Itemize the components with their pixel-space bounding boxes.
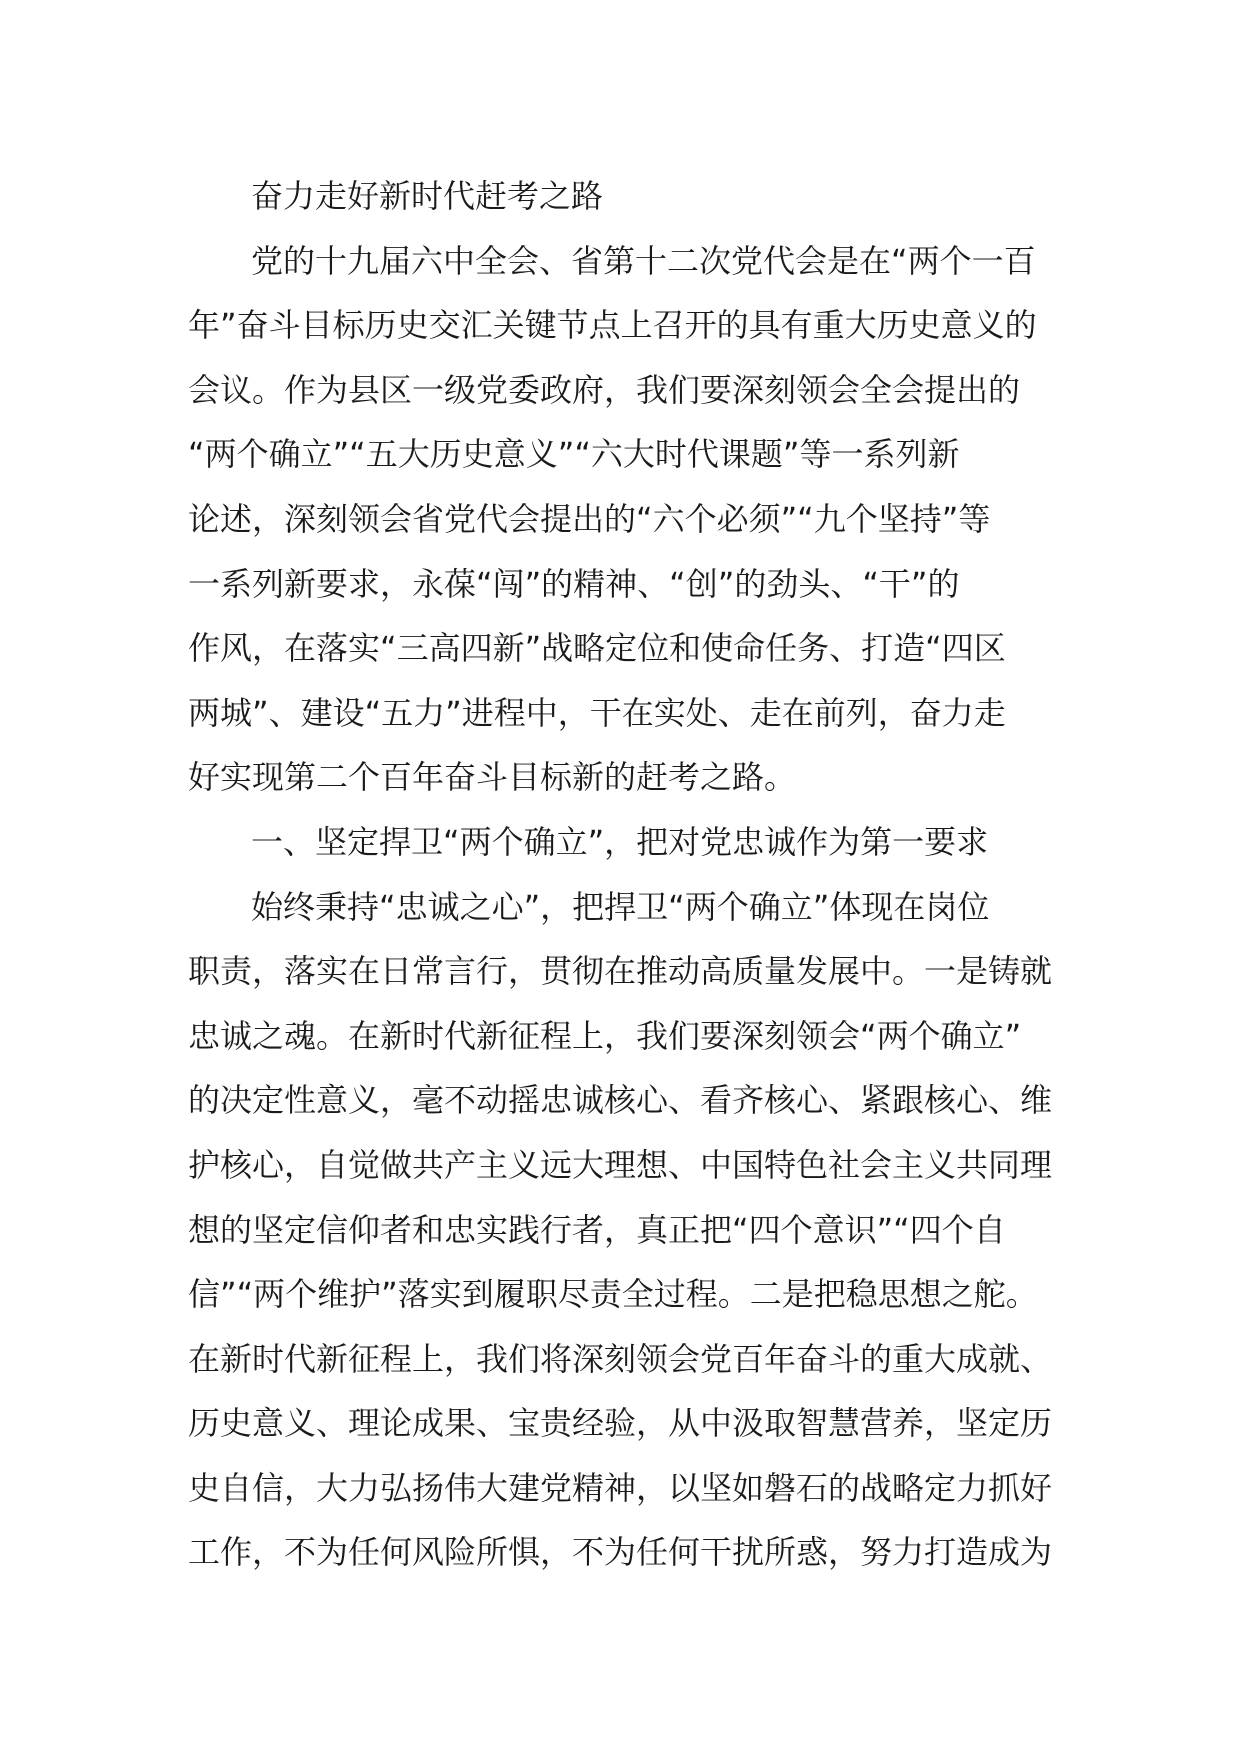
paragraph-line: 职责，落实在日常言行，贯彻在推动高质量发展中。一是铸就 xyxy=(188,952,1053,991)
paragraph-line: 历史意义、理论成果、宝贵经验，从中汲取智慧营养，坚定历 xyxy=(188,1404,1053,1443)
paragraph-line: 两城”、建设“五力”进程中，干在实处、走在前列，奋力走 xyxy=(188,693,1006,732)
document-body xyxy=(188,164,1068,1585)
paragraph-line: 想的坚定信仰者和忠实践行者，真正把“四个意识”“四个自 xyxy=(188,1210,1006,1249)
paragraph-line: 党的十九届六中全会、省第十二次党代会是在“两个一百 xyxy=(251,241,1036,280)
paragraph-line: 的决定性意义，毫不动摇忠诚核心、看齐核心、紧跟核心、维 xyxy=(188,1081,1053,1120)
section-heading: 一、坚定捍卫“两个确立”，把对党忠诚作为第一要求 xyxy=(251,822,989,861)
paragraph-line: 工作，不为任何风险所惧，不为任何干扰所惑，努力打造成为 xyxy=(188,1533,1053,1572)
paragraph-line: 作风，在落实“三高四新”战略定位和使命任务、打造“四区 xyxy=(188,629,1006,668)
paragraph-line: 始终秉持“忠诚之心”，把捍卫“两个确立”体现在岗位 xyxy=(251,887,990,926)
paragraph-line: 一系列新要求，永葆“闯”的精神、“创”的劲头、“干”的 xyxy=(188,564,960,603)
document-title: 奋力走好新时代赶考之路 xyxy=(251,177,604,215)
paragraph-line: “两个确立”“五大历史意义”“六大时代课题”等一系列新 xyxy=(188,435,960,474)
paragraph-line: 护核心，自觉做共产主义远大理想、中国特色社会主义共同理 xyxy=(188,1145,1053,1184)
paragraph-line: 在新时代新征程上，我们将深刻领会党百年奋斗的重大成就、 xyxy=(188,1339,1053,1378)
paragraph-line: 会议。作为县区一级党委政府，我们要深刻领会全会提出的 xyxy=(188,370,1021,409)
paragraph-line: 年”奋斗目标历史交汇关键节点上召开的具有重大历史意义的 xyxy=(188,306,1037,345)
paragraph-line: 信”“两个维护”落实到履职尽责全过程。二是把稳思想之舵。 xyxy=(188,1275,1038,1314)
paragraph-line: 论述，深刻领会省党代会提出的“六个必须”“九个坚持”等 xyxy=(188,499,991,538)
paragraph-line: 忠诚之魂。在新时代新征程上，我们要深刻领会“两个确立” xyxy=(188,1016,1022,1055)
paragraph-line: 史自信，大力弘扬伟大建党精神，以坚如磐石的战略定力抓好 xyxy=(188,1468,1053,1507)
paragraph-line: 好实现第二个百年奋斗目标新的赶考之路。 xyxy=(188,758,797,797)
